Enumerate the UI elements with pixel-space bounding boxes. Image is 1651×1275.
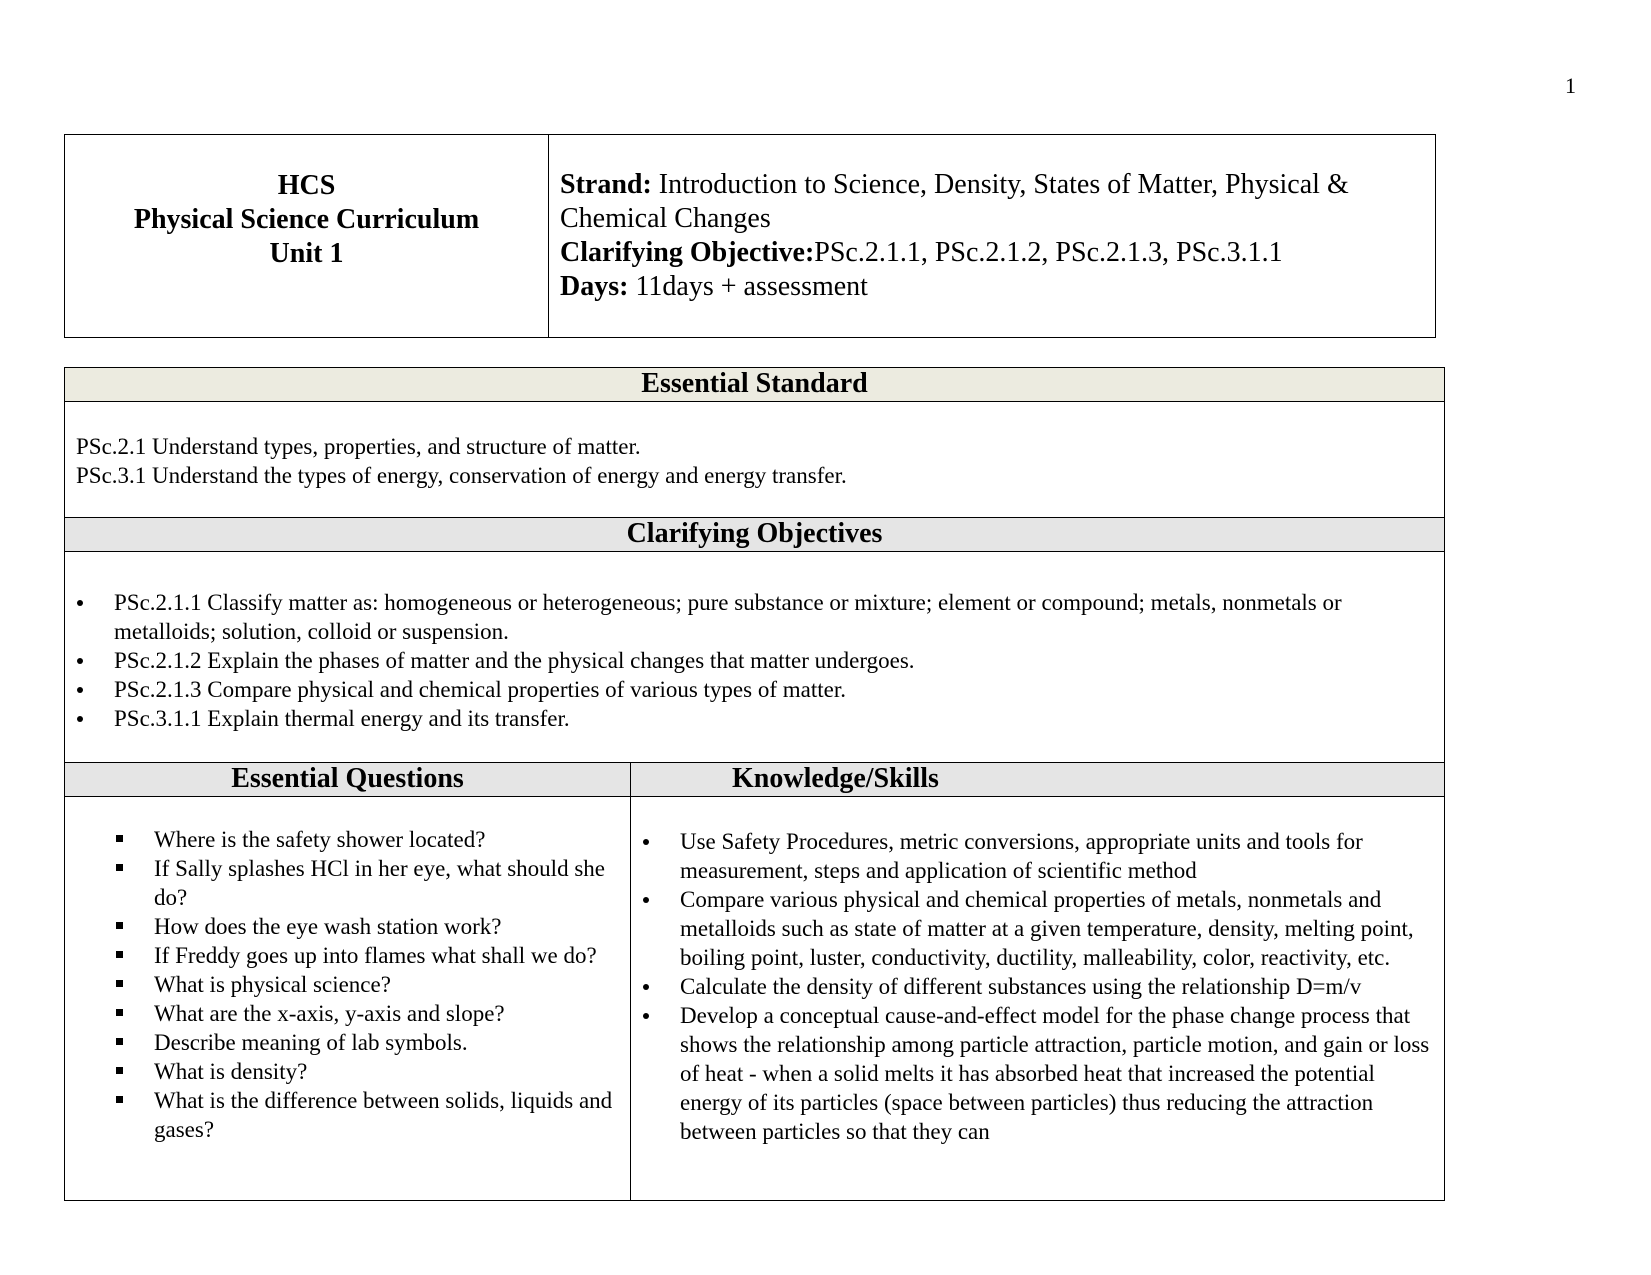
objective-text: PSc.3.1.1 Explain thermal energy and its transfer. [114,706,570,731]
skill-text: Develop a conceptual cause-and-effect model for the phase change process that shows the relationship among particle attraction, particle motion, and gain or loss of heat - when a solid melts it has absorbed heat that increased the potential energy of its particles (space between particles) thus reducing the attraction between particles so that they can [680,1003,1430,1144]
page-number: 1 [1565,73,1576,98]
question-text: How does the eye wash station work? [154,914,502,939]
question-text: What are the x-axis, y-axis and slope? [154,1001,505,1026]
square-bullet-icon [116,864,123,871]
days-value: 11days + assessment [628,271,868,302]
list-item [76,675,1434,704]
bullet-icon [643,897,649,903]
bullet-icon [77,716,83,722]
question-text: What is the difference between solids, liquids and gases? [154,1088,613,1142]
skill-text: Calculate the density of different substances using the relationship D=m/v [680,974,1362,999]
bullet-icon [77,600,83,606]
square-bullet-icon [116,1009,123,1016]
knowledge-skills-column [631,763,1444,1200]
unit-title-cell [65,135,549,337]
square-bullet-icon [116,980,123,987]
list-item [116,941,620,970]
list-item [116,970,620,999]
question-text: Describe meaning of lab symbols. [154,1030,468,1055]
objective-value: PSc.2.1.1, PSc.2.1.2, PSc.2.1.3, PSc.3.1.1 [814,237,1283,268]
standard-line: PSc.3.1 Understand the types of energy, conservation of energy and energy transfer. [76,463,847,488]
days-label: Days: [560,271,629,302]
question-text: What is physical science? [154,972,391,997]
knowledge-skills-heading: Knowledge/Skills [631,763,1444,797]
question-text: What is density? [154,1059,308,1084]
list-item [76,588,1434,646]
list-item [642,1001,1434,1146]
essential-questions-body [65,797,630,1200]
list-item [116,1057,620,1086]
clarifying-objectives-body [65,552,1444,763]
list-item [116,1028,620,1057]
strand-label: Strand: [560,169,652,200]
essential-standard-body [65,402,1444,518]
bullet-icon [77,658,83,664]
list-item [76,646,1434,675]
strand-line [560,168,1425,236]
standard-line: PSc.2.1 Understand types, properties, and structure of matter. [76,434,641,459]
list-item [116,912,620,941]
days-line [560,270,1425,304]
objective-text: PSc.2.1.2 Explain the phases of matter and the physical changes that matter undergoes. [114,648,915,673]
objective-text: PSc.2.1.1 Classify matter as: homogeneous or heterogeneous; pure substance or mixture; element or compound; metals, nonmetals or metalloids; solution, colloid or suspension. [114,590,1342,644]
question-text: Where is the safety shower located? [154,827,486,852]
curriculum-table [64,367,1445,1201]
strand-value: Introduction to Science, Density, States of Matter, Physical & Chemical Changes [560,169,1349,234]
unit-org: HCS [277,170,336,201]
list-item [642,885,1434,972]
objectives-list [76,588,1434,733]
list-item [642,827,1434,885]
questions-skills-row [65,763,1444,1200]
essential-questions-heading: Essential Questions [65,763,630,797]
bullet-icon [77,687,83,693]
list-item [116,825,620,854]
list-item [116,854,620,912]
essential-questions-column [65,763,631,1200]
list-item [116,1086,620,1144]
square-bullet-icon [116,835,123,842]
skill-text: Use Safety Procedures, metric conversions, appropriate units and tools for measurement, steps and application of scientific method [680,829,1363,883]
skill-text: Compare various physical and chemical properties of metals, nonmetals and metalloids such as state of matter at a given temperature, density, melting point, boiling point, luster, conductivity, ductility, malleability, color, reactivity, etc. [680,887,1414,970]
list-item [642,972,1434,1001]
clarifying-objectives-heading: Clarifying Objectives [65,518,1444,552]
question-text: If Sally splashes HCl in her eye, what should she do? [154,856,605,910]
knowledge-skills-body [631,797,1444,1200]
square-bullet-icon [116,1038,123,1045]
square-bullet-icon [116,951,123,958]
square-bullet-icon [116,922,123,929]
unit-info-cell [549,135,1435,337]
essential-standard-heading: Essential Standard [65,368,1444,402]
question-text: If Freddy goes up into flames what shall we do? [154,943,597,968]
objective-line [560,236,1425,270]
list-item [76,704,1434,733]
square-bullet-icon [116,1067,123,1074]
square-bullet-icon [116,1096,123,1103]
objective-label: Clarifying Objective: [560,237,815,268]
bullet-icon [643,984,649,990]
skills-list [642,827,1434,1146]
unit-course: Physical Science Curriculum [133,204,480,235]
unit-header-table [64,134,1436,338]
unit-number: Unit 1 [269,238,344,269]
list-item [116,999,620,1028]
bullet-icon [643,1013,649,1019]
bullet-icon [643,839,649,845]
questions-list [116,825,620,1144]
objective-text: PSc.2.1.3 Compare physical and chemical properties of various types of matter. [114,677,846,702]
